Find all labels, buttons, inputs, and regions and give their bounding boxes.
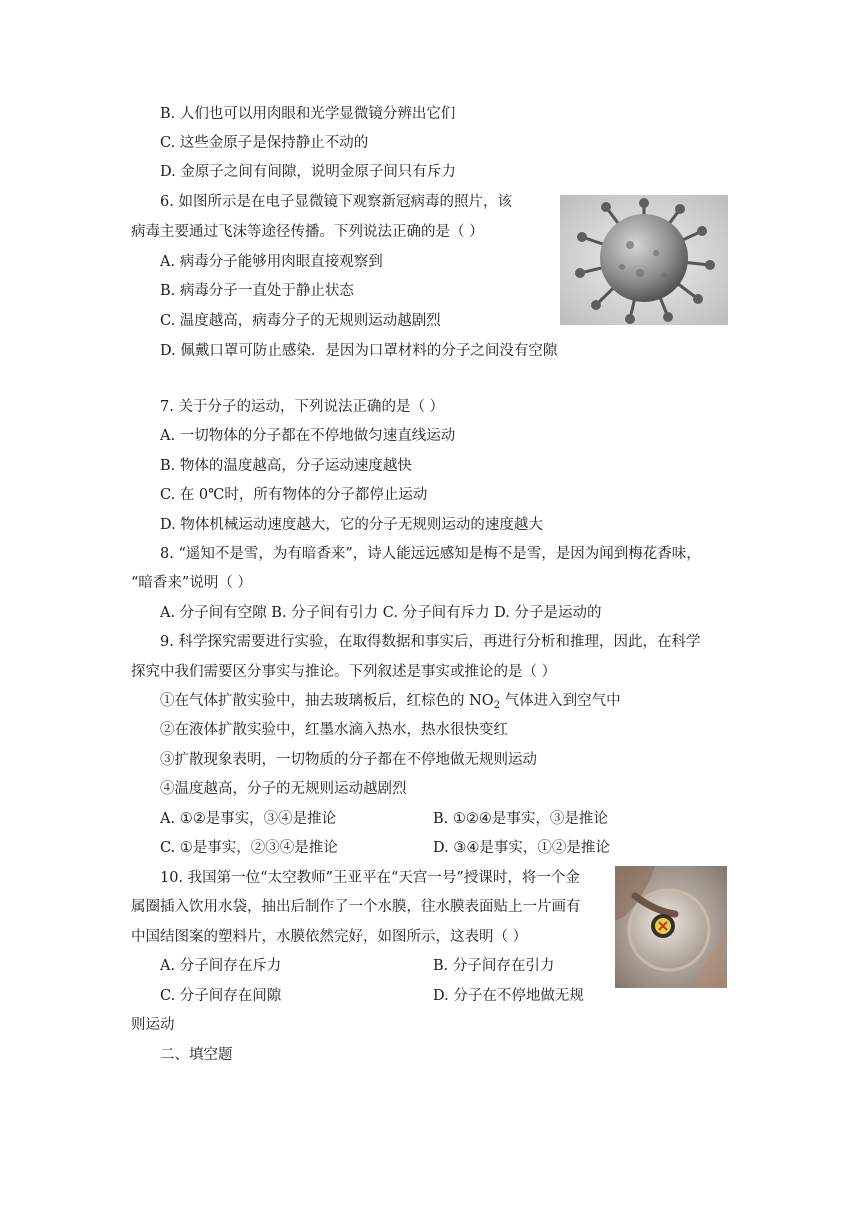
q6-stem-line1: 6. 如图所示是在电子显微镜下观察新冠病毒的照片，该 <box>160 194 512 210</box>
water-film-illustration <box>615 866 727 988</box>
q9-stem-line2: 探究中我们需要区分事实与推论。下列叙述是事实或推论的是（ ） <box>131 664 557 680</box>
q9-statement-1-text: ①在气体扩散实验中，抽去玻璃板后，红棕色的 NO <box>160 693 494 709</box>
q7-option-a: A. 一切物体的分子都在不停地做匀速直线运动 <box>160 428 456 444</box>
virus-photo <box>560 195 728 325</box>
q9-option-d: D. ③④是事实，①②是推论 <box>433 840 610 856</box>
q7-option-b: B. 物体的温度越高，分子运动速度越快 <box>160 458 412 474</box>
q9-statement-1-tail: 气体进入到空气中 <box>500 693 621 709</box>
q8-stem-line1: 8. “遥知不是雪，为有暗香来”，诗人能远远感知是梅不是雪，是因为闻到梅花香味， <box>160 546 701 562</box>
q10-option-d-continued: 则运动 <box>131 1017 175 1033</box>
q10-option-d: D. 分子在不停地做无规 <box>433 988 584 1004</box>
q10-stem-line3: 中国结图案的塑料片，水膜依然完好，如图所示，这表明（ ） <box>131 929 528 945</box>
section-heading-fill-in: 二、填空题 <box>160 1047 233 1063</box>
q6-option-b: B. 病毒分子一直处于静止状态 <box>160 283 354 299</box>
q9-stem-line1: 9. 科学探究需要进行实验，在取得数据和事实后，再进行分析和推理，因此，在科学 <box>160 634 701 650</box>
q9-statement-1 <box>160 691 621 711</box>
q6-option-a: A. 病毒分子能够用肉眼直接观察到 <box>160 254 383 270</box>
q9-option-c: C. ①是事实，②③④是推论 <box>160 840 338 856</box>
q5-option-c: C. 这些金原子是保持静止不动的 <box>160 135 369 151</box>
q8-options: A. 分子间有空隙 B. 分子间有引力 C. 分子间有斥力 D. 分子是运动的 <box>160 605 602 621</box>
q6-option-c: C. 温度越高，病毒分子的无规则运动越剧烈 <box>160 313 441 329</box>
q10-option-b: B. 分子间存在引力 <box>433 958 555 974</box>
q9-option-a: A. ①②是事实，③④是推论 <box>160 811 337 827</box>
virus-illustration <box>560 195 728 325</box>
water-film-photo <box>615 866 727 988</box>
q9-statement-2: ②在液体扩散实验中，红墨水滴入热水，热水很快变红 <box>160 722 508 738</box>
q6-option-d: D. 佩戴口罩可防止感染．是因为口罩材料的分子之间没有空隙 <box>160 343 558 359</box>
q9-option-b: B. ①②④是事实，③是推论 <box>433 811 608 827</box>
q8-stem-line2: “暗香来”说明（ ） <box>131 575 252 591</box>
q9-statement-1-subscript: 2 <box>493 700 501 711</box>
q10-option-c: C. 分子间存在间隙 <box>160 988 282 1004</box>
q7-option-c: C. 在 0℃时，所有物体的分子都停止运动 <box>160 487 428 503</box>
q5-option-d: D. 金原子之间有间隙，说明金原子间只有斥力 <box>160 164 456 180</box>
q10-stem-line1: 10. 我国第一位“太空教师”王亚平在“天宫一号”授课时，将一个金 <box>160 870 580 886</box>
q10-stem-line2: 属圈插入饮用水袋，抽出后制作了一个水膜，往水膜表面贴上一片画有 <box>131 899 581 915</box>
q7-stem: 7. 关于分子的运动，下列说法正确的是（ ） <box>160 399 445 415</box>
q9-statement-4: ④温度越高，分子的无规则运动越剧烈 <box>160 781 407 797</box>
q7-option-d: D. 物体机械运动速度越大，它的分子无规则运动的速度越大 <box>160 517 543 533</box>
q5-option-b: B. 人们也可以用肉眼和光学显微镜分辨出它们 <box>160 106 456 122</box>
q9-statement-3: ③扩散现象表明，一切物质的分子都在不停地做无规则运动 <box>160 752 537 768</box>
q6-stem-line2: 病毒主要通过飞沫等途径传播。下列说法正确的是（ ） <box>131 224 484 240</box>
q10-option-a: A. 分子间存在斥力 <box>160 958 282 974</box>
